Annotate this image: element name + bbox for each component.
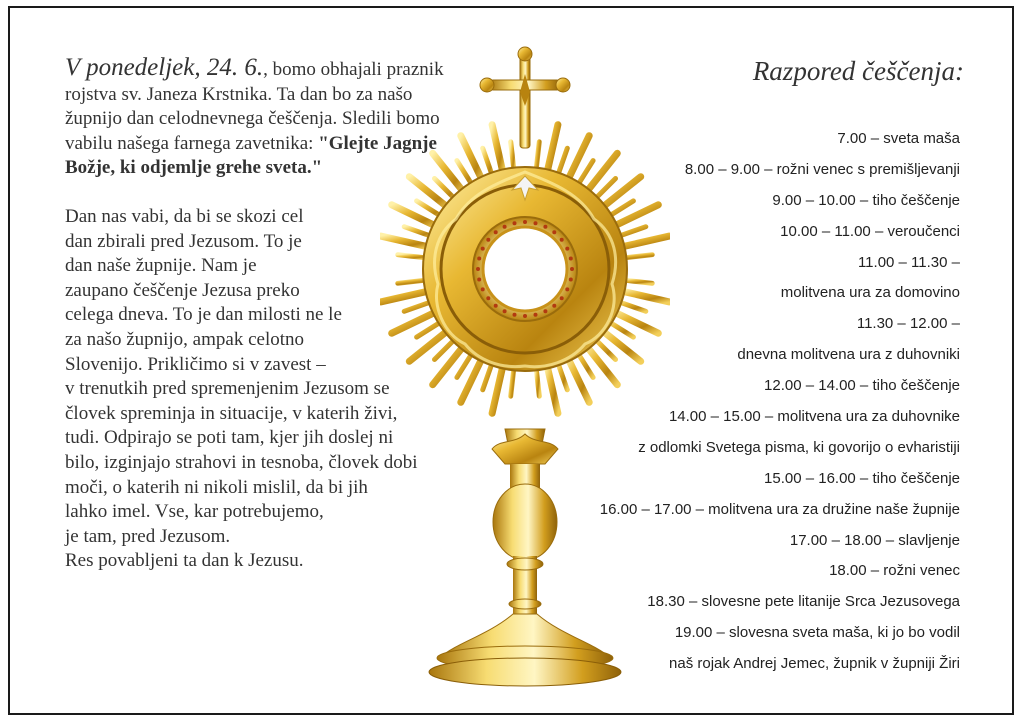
lunette-bead (477, 257, 481, 261)
lunette-bead (481, 247, 485, 251)
schedule-item: 18.00 – rožni venec (829, 562, 960, 580)
body-line: bilo, izginjajo strahovi in tesnoba, človek dobi (65, 451, 418, 473)
schedule-item: 15.00 – 16.00 – tiho češčenje (764, 469, 960, 487)
schedule-item: 12.00 – 14.00 – tiho češčenje (764, 377, 960, 395)
patron-quote: "Glejte Jagnje Božje, ki odjemlje grehe sveta." (65, 132, 437, 179)
body-line: je tam, pred Jezusom. (65, 525, 231, 547)
body-line: v trenutkih pred spremenjenim Jezusom se (65, 378, 390, 400)
body-line: tudi. Odpirajo se poti tam, kjer jih doslej ni (65, 427, 394, 449)
schedule-item: 11.30 – 12.00 – (856, 315, 960, 333)
ray (409, 329, 450, 361)
body-line: Slovenijo. Prikličimo si v zavest – (65, 353, 326, 375)
ray (492, 363, 504, 414)
body-line: Res povabljeni ta dan k Jezusu. (65, 550, 304, 572)
lunette-bead (481, 287, 485, 291)
body-line: za našo župnijo, ampak celotno (65, 328, 305, 350)
schedule-list (520, 124, 960, 680)
schedule-item: 16.00 – 17.00 – molitvena ura za družine naše župnije (599, 500, 960, 518)
lunette-bead (503, 309, 507, 313)
date-lead: V ponedeljek, 24. 6. (65, 54, 264, 81)
schedule-item: 11.00 – 11.30 – (857, 253, 960, 271)
intro-text: , bomo obhajali praznik rojstva sv. Janeza Krstnika. Ta dan bo za našo župnijo dan celodnevnega češčenja. Sledili bomo vabilu našega farnega zavetnika: (65, 59, 444, 154)
schedule-item: 8.00 – 9.00 – rožni venec s premišljevanji (684, 160, 960, 178)
body-line: človek spreminja in situacije, v katerih živi, (65, 402, 398, 424)
ray (492, 125, 504, 176)
schedule-item: molitvena ura za domovino (780, 284, 960, 302)
lunette-bead (503, 225, 507, 229)
lunette-bead (477, 278, 481, 282)
lunette-bead (486, 238, 490, 242)
body-line: zaupano češčenje Jezusa preko (65, 279, 300, 301)
schedule-item: 14.00 – 15.00 – molitvena ura za duhovnike (668, 408, 960, 426)
lunette-bead (513, 221, 517, 225)
ray (381, 236, 432, 248)
body-line: lahko imel. Vse, kar potrebujemo, (65, 501, 324, 523)
ray (409, 177, 450, 209)
ray (381, 290, 432, 302)
schedule-item: 19.00 – slovesna sveta maša, ki jo bo vodil (674, 624, 960, 642)
body-line: moči, o katerih ni nikoli mislil, da bi jih (65, 476, 368, 498)
schedule-title: Razpored češčenja: (752, 56, 964, 86)
lunette-bead (494, 230, 498, 234)
body-line: Dan nas vabi, da bi se skozi cel (65, 205, 304, 227)
schedule-item: 17.00 – 18.00 – slavljenje (789, 531, 960, 549)
body-line: dan zbirali pred Jezusom. To je (65, 230, 302, 252)
schedule-item: naš rojak Andrej Jemec, župnik v župniji Žiri (669, 655, 960, 673)
schedule-item: 10.00 – 11.00 – veroučenci (780, 222, 960, 240)
lunette-bead (494, 304, 498, 308)
page-frame (8, 6, 1014, 715)
ray (433, 344, 465, 385)
ray (433, 153, 465, 194)
schedule-item: 9.00 – 10.00 – tiho češčenje (772, 191, 960, 209)
lunette-bead (486, 296, 490, 300)
lunette-bead (513, 313, 517, 317)
schedule-item: 7.00 – sveta maša (837, 130, 960, 147)
schedule-item: dnevna molitvena ura z duhovniki (737, 346, 960, 364)
body-line: celega dneva. To je dan milosti ne le (65, 304, 342, 326)
schedule-item: 18.30 – slovesne pete litanije Srca Jezusovega (647, 593, 960, 611)
schedule-item: z odlomki Svetega pisma, ki govorijo o evharistiji (638, 438, 960, 456)
lunette-bead (476, 267, 480, 271)
body-line: dan naše župnije. Nam je (65, 255, 257, 277)
